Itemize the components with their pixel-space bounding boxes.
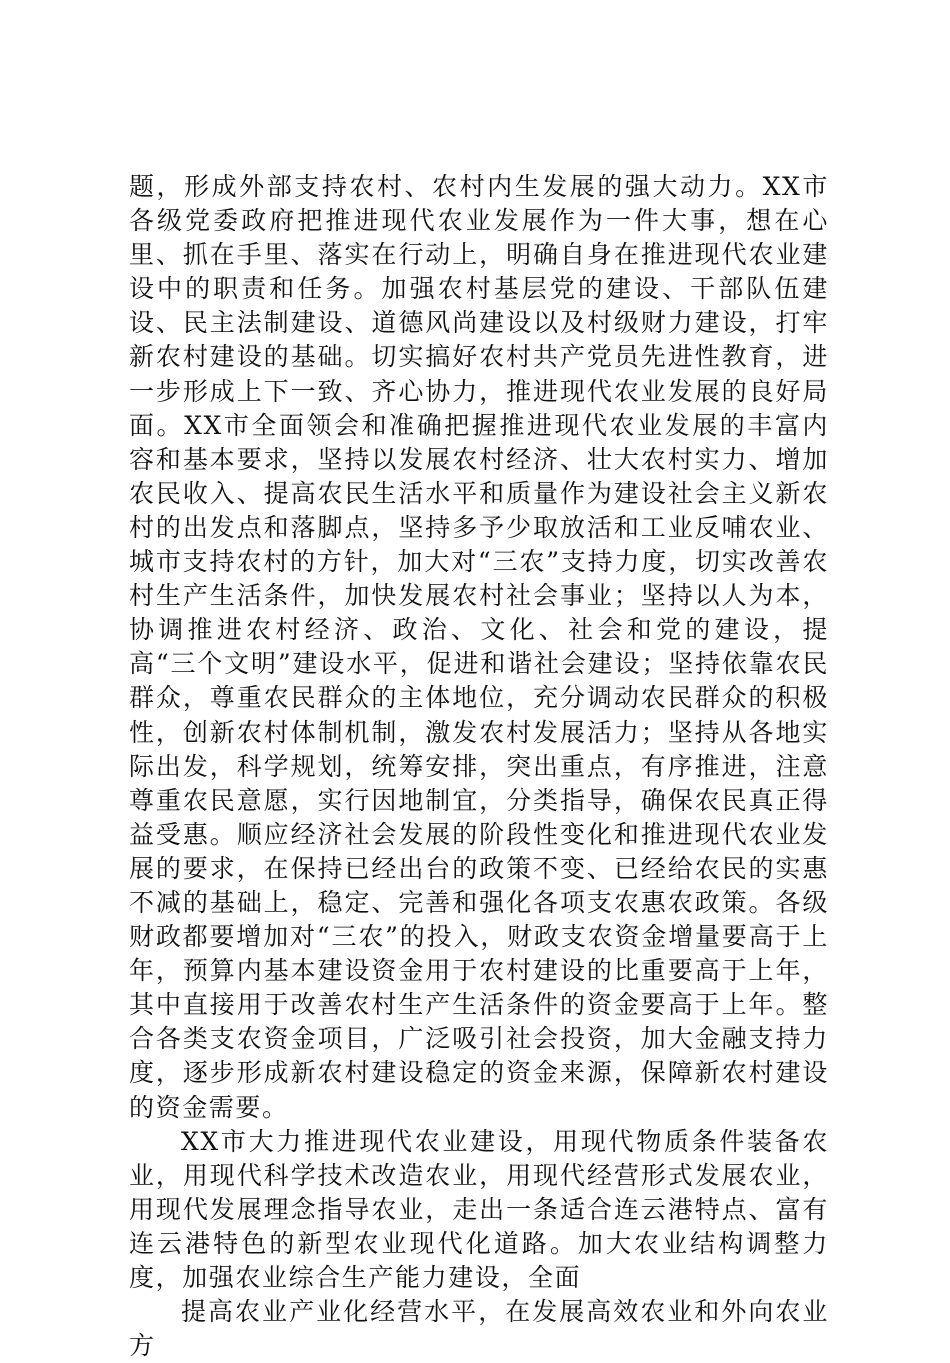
paragraph-1: 题，形成外部支持农村、农村内生发展的强大动力。XX市各级党委政府把推进现代农业发展作为一件大事，想在心里、抓在手里、落实在行动上，明确自身在推进现代农业建设中的职责和任务。加强农村基层党的建设、干部队伍建设、民主法制建设、道德风尚建设以及村级财力建设，打牢新农村建设的基础。切实搞好农村共产党员先进性教育，进一步形成上下一致、齐心协力，推进现代农业发展的良好局面。XX市全面领会和准确把握推进现代农业发展的丰富内容和基本要求，坚持以发展农村经济、壮大农村实力、增加农民收入、提高农民生活水平和质量作为建设社会主义新农村的出发点和落脚点，坚持多予少取放活和工业反哺农业、城市支持农村的方针，加大对“三农”支持力度，切实改善农村生产生活条件，加快发展农村社会事业；坚持以人为本，协调推进农村经济、政治、文化、社会和党的建设，提高“三个文明”建设水平，促进和谐社会建设；坚持依靠农民群众，尊重农民群众的主体地位，充分调动农民群众的积极性，创新农村体制机制，激发农村发展活力；坚持从各地实际出发，科学规划，统筹安排，突出重点，有序推进，注意尊重农民意愿，实行因地制宜，分类指导，确保农民真正得益受惠。顺应经济社会发展的阶段性变化和推进现代农业发展的要求，在保持已经出台的政策不变、已经给农民的实惠不减的基础上，稳定、完善和强化各项支农惠农政策。各级财政都要增加对“三农”的投入，财政支农资金增量要高于上年，预算内基本建设资金用于农村建设的比重要高于上年，其中直接用于改善农村生产生活条件的资金要高于上年。整合各类支农资金项目，广泛吸引社会投资，加大金融支持力度，逐步形成新农村建设稳定的资金来源，保障新农村建设的资金需要。 — [129, 172, 829, 1122]
paragraph-2: XX市大力推进现代农业建设，用现代物质条件装备农业，用现代科学技术改造农业，用现代经营形式发展农业，用现代发展理念指导农业，走出一条适合连云港特点、富有连云港特色的新型农业现代化道路。加大农业结构调整力度，加强农业综合生产能力建设，全面 — [129, 1126, 829, 1292]
paragraph-3: 提高农业产业化经营水平，在发展高效农业和外向农业方 — [129, 1297, 829, 1361]
document-body — [129, 170, 829, 1363]
